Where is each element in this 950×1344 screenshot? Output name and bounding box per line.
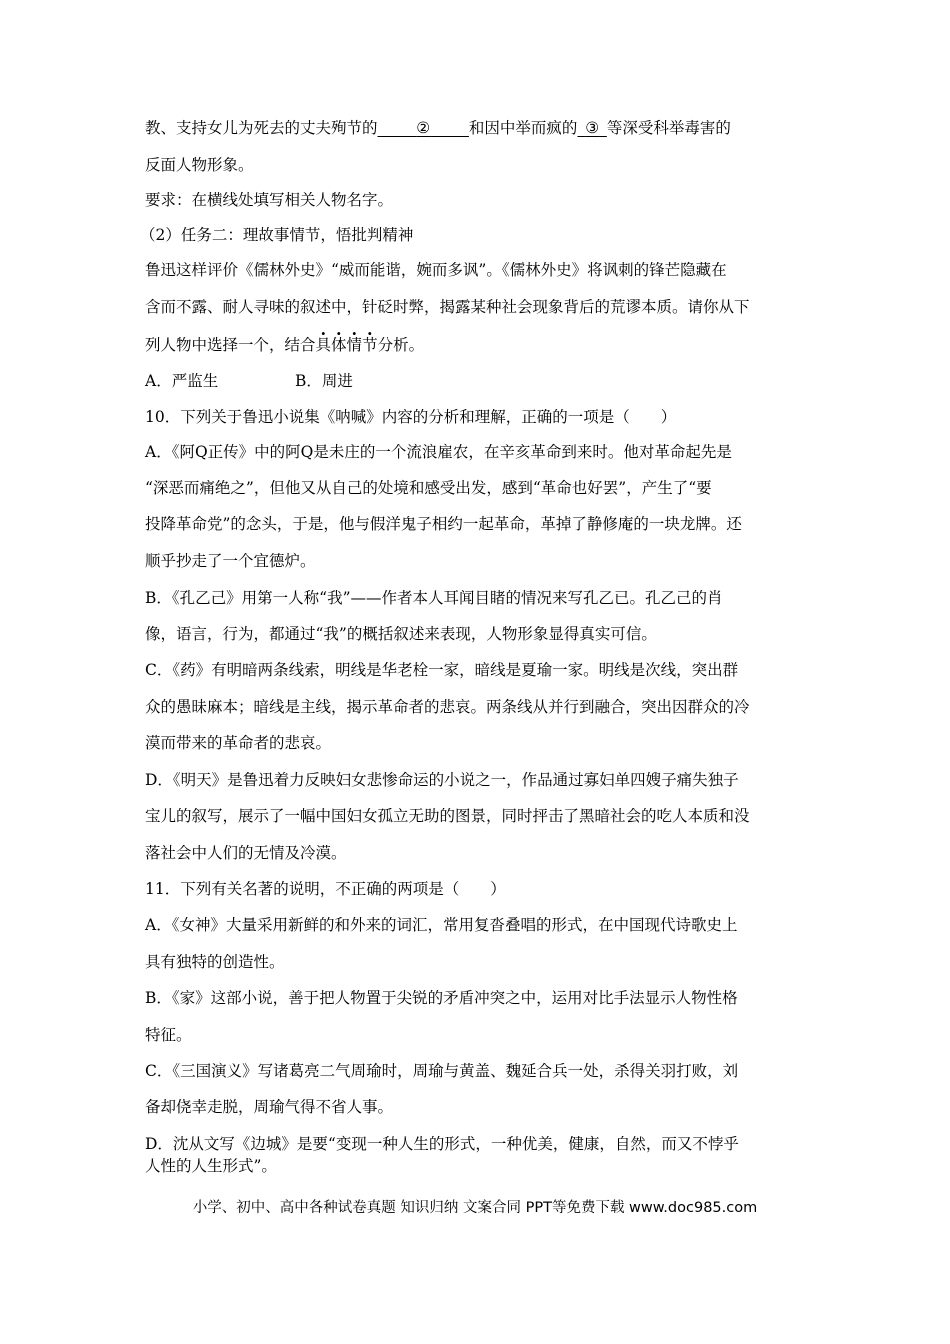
option-line [145,371,218,391]
q11-option-a-line: 具有独特的创造性。 [145,953,285,971]
q11-option-b-line: 特征。 [145,1026,192,1044]
task2-title: （2）任务二：理故事情节，悟批判精神 [140,226,414,244]
blank-2: ② [416,119,431,137]
q10-option-d-line: 宝儿的叙写，展示了一幅中国妇女孤立无助的图景，同时抨击了黑暗社会的吃人本质和没 [145,807,750,825]
q10-option-a-line: “深恶而痛绝之”，但他又从自己的处境和感受出发，感到“革命也好罢”，产生了“要 [145,479,712,497]
q10-option-a-line: 顺乎抄走了一个宜德炉。 [145,552,316,570]
requirement: 要求：在横线处填写相关人物名字。 [145,191,394,209]
task2-paragraph-line: 鲁迅这样评价《儒林外史》“威而能谐，婉而多讽”。《儒林外史》将讽刺的锋芒隐藏在 [145,261,727,279]
task2-paragraph-line: 列人物中选择一个，结合具体情节分析。 [145,336,425,354]
q10-option-a-line: A．《阿Q正传》中的阿Q是未庄的一个流浪雇农，在辛亥革命到来时。他对革命起先是 [145,443,732,461]
emphasis-char: 节 [362,336,378,354]
q9-text: 和因中举而疯的 [468,119,578,137]
q9-text: 等深受科举毒害的 [606,119,731,137]
q9-line-2: 反面人物形象。 [145,156,254,174]
q11-option-d-line: 人性的人生形式”。 [145,1157,277,1175]
q11-stem: 11．下列有关名著的说明，不正确的两项是（ ） [145,880,506,898]
q10-option-c-line: 漠而带来的革命者的悲哀。 [145,734,332,752]
emphasis-char: 体 [331,336,347,354]
q9-line-1 [145,118,731,138]
q10-option-d-line: 落社会中人们的无情及冷漠。 [145,844,347,862]
q10-option-d-line: D．《明天》是鲁迅着力反映妇女悲惨命运的小说之一，作品通过寡妇单四嫂子痛失独子 [145,771,739,789]
q11-option-b-line: B．《家》这部小说，善于把人物置于尖锐的矛盾冲突之中，运用对比手法显示人物性格 [145,989,738,1007]
q11-option-c-line: 备却侥幸走脱，周瑜气得不省人事。 [145,1098,394,1116]
q10-option-b-line: 像，语言，行为，都通过“我”的概括叙述来表现，人物形象显得真实可信。 [145,625,657,643]
option-a: A．严监生 [145,372,219,390]
q10-option-b-line: B．《孔乙己》用第一人称“我”——作者本人耳闻目睹的情况来写孔乙已。孔乙己的肖 [145,589,723,607]
q10-stem: 10．下列关于鲁迅小说集《呐喊》内容的分析和理解，正确的一项是（ ） [145,408,677,426]
task2-paragraph-line: 含而不露、耐人寻味的叙述中，针砭时弊，揭露某种社会现象背后的荒谬本质。请你从下 [145,298,750,316]
q10-option-a-line: 投降革命党”的念头，于是，他与假洋鬼子相约一起革命，革掉了静修庵的一块龙牌。还 [145,515,742,533]
q10-option-c-line: C．《药》有明暗两条线索，明线是华老栓一家，暗线是夏瑜一家。明线是次线，突出群 [145,661,739,679]
q11-option-c-line: C．《三国演义》写诸葛亮二气周瑜时，周瑜与黄盖、魏延合兵一处，杀得关羽打败，刘 [145,1062,739,1080]
page-footer: 小学、初中、高中各种试卷真题 知识归纳 文案合同 PPT等免费下载 www.doc985.com [192,1200,758,1216]
q10-option-c-line: 众的愚昧麻本；暗线是主线，揭示革命者的悲哀。两条线从并行到融合，突出因群众的冷 [145,698,750,716]
q9-text: 教、支持女儿为死去的丈夫殉节的 [145,119,378,137]
emphasis-char: 情 [346,336,363,354]
emphasis-char: 具 [315,336,332,354]
q11-option-d-line: D．沈从文写《边城》是要“变现一种人生的形式，一种优美，健康，自然，而又不悖乎 [145,1135,739,1153]
option-b: B．周进 [295,372,353,390]
blank-3: ③ [585,119,600,137]
q11-option-a-line: A．《女神》大量采用新鲜的和外来的词汇，常用复沓叠唱的形式，在中国现代诗歌史上 [145,916,738,934]
